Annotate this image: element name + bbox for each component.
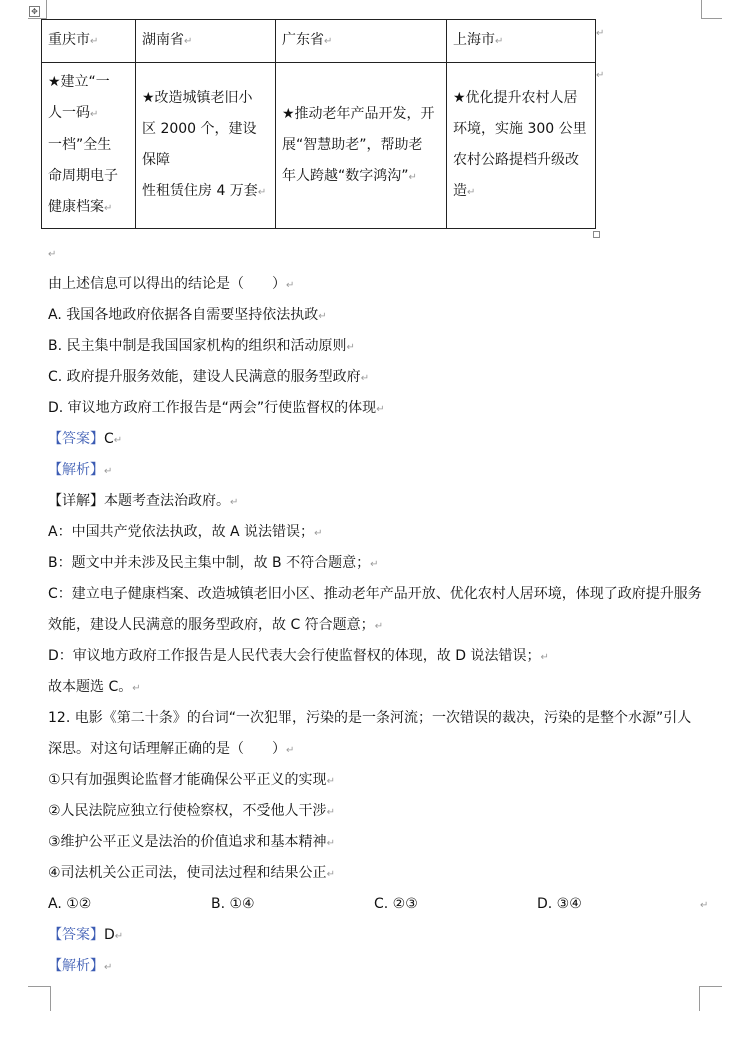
- option-d[interactable]: D. ③④ ↵: [537, 896, 709, 912]
- option-c[interactable]: C. 政府提升服务效能，建设人民满意的服务型政府↵: [48, 369, 370, 385]
- question-stem[interactable]: 由上述信息可以得出的结论是（ ）↵: [48, 276, 295, 292]
- detail-line[interactable]: 【详解】本题考查法治政府。↵: [48, 493, 239, 509]
- explanation-line[interactable]: A：中国共产党依法执政，故 A 说法错误；↵: [48, 524, 323, 540]
- crop-mark-top-right: [701, 0, 722, 19]
- statement-4[interactable]: ④司法机关公正司法，使司法过程和结果公正↵: [48, 865, 335, 881]
- option-b[interactable]: B. 民主集中制是我国国家机构的组织和活动原则↵: [48, 338, 355, 354]
- empty-paragraph[interactable]: ↵: [48, 249, 57, 260]
- row-end-mark: ↵: [596, 28, 605, 39]
- answer-line[interactable]: 【答案】D↵: [48, 927, 124, 943]
- crop-mark-bottom-left: [28, 986, 51, 1011]
- table-resize-handle-icon[interactable]: [593, 231, 600, 238]
- option-c[interactable]: C. ②③: [374, 896, 418, 912]
- answer-line[interactable]: 【答案】C↵: [48, 431, 123, 447]
- table-cell[interactable]: ★推动老年产品开发，开 展“智慧助老”，帮助老 年人跨越“数字鸿沟”↵: [276, 63, 447, 229]
- table-cell[interactable]: ★优化提升农村人居 环境，实施 300 公里 农村公路提档升级改 造↵: [447, 63, 596, 229]
- table-header-row: [42, 20, 596, 63]
- table-cell[interactable]: ★建立“一 人一码↵ 一档”全生 命周期电子 健康档案↵: [42, 63, 136, 229]
- statement-1[interactable]: ①只有加强舆论监督才能确保公平正义的实现↵: [48, 772, 335, 788]
- explanation-line[interactable]: C：建立电子健康档案、改造城镇老旧小区、推动老年产品开放、优化农村人居环境，体现了政府提升服务: [48, 586, 702, 602]
- explanation-line[interactable]: 效能，建设人民满意的服务型政府，故 C 符合题意；↵: [48, 617, 384, 633]
- question-12-stem[interactable]: 12. 电影《第二十条》的台词“一次犯罪，污染的是一条河流；一次错误的裁决，污染的是整个水源”引人: [48, 710, 692, 726]
- analysis-label[interactable]: 【解析】↵: [48, 462, 113, 478]
- row-end-mark: ↵: [596, 70, 605, 81]
- option-d[interactable]: D. 审议地方政府工作报告是“两会”行使监督权的体现↵: [48, 400, 385, 416]
- document-body: [48, 238, 708, 982]
- table-move-handle-icon[interactable]: ✥: [29, 6, 40, 17]
- table-header-cell[interactable]: 上海市↵: [447, 20, 596, 63]
- analysis-label[interactable]: 【解析】↵: [48, 958, 113, 974]
- statement-2[interactable]: ②人民法院应独立行使检察权，不受他人干涉↵: [48, 803, 335, 819]
- crop-mark-bottom-right: [699, 986, 722, 1011]
- statement-3[interactable]: ③维护公平正义是法治的价值追求和基本精神↵: [48, 834, 335, 850]
- option-a[interactable]: A. 我国各地政府依据各自需要坚持依法执政↵: [48, 307, 327, 323]
- table-header-cell[interactable]: 湖南省↵: [136, 20, 276, 63]
- table-cell[interactable]: ★改造城镇老旧小 区 2000 个，建设保障 性租赁住房 4 万套↵: [136, 63, 276, 229]
- question-12-stem-cont[interactable]: 深思。对这句话理解正确的是（ ）↵: [48, 741, 295, 757]
- option-a[interactable]: A. ①②: [48, 896, 92, 912]
- table-header-cell[interactable]: 重庆市↵: [42, 20, 136, 63]
- info-table: [41, 19, 596, 229]
- table-row: [42, 63, 596, 229]
- explanation-line[interactable]: D：审议地方政府工作报告是人民代表大会行使监督权的体现，故 D 说法错误；↵: [48, 648, 549, 664]
- conclusion-line[interactable]: 故本题选 C。↵: [48, 679, 141, 695]
- explanation-line[interactable]: B：题文中并未涉及民主集中制，故 B 不符合题意；↵: [48, 555, 379, 571]
- table-header-cell[interactable]: 广东省↵: [276, 20, 447, 63]
- question-12-options[interactable]: [48, 889, 708, 920]
- option-b[interactable]: B. ①④: [211, 896, 255, 912]
